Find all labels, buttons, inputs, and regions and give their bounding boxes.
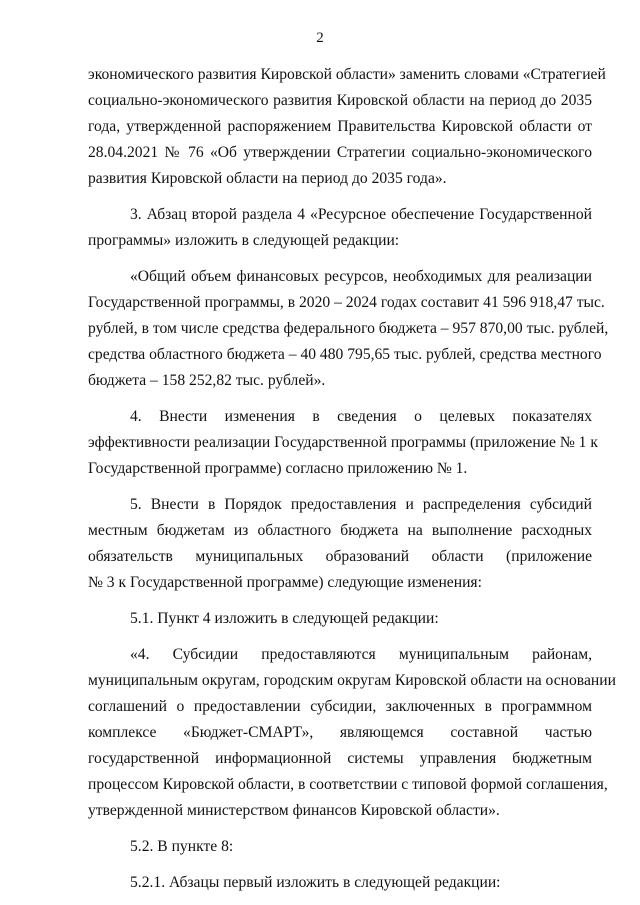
paragraph <box>88 264 609 394</box>
paragraph <box>88 870 592 896</box>
text-line: 4. Внести изменения в сведения о целевых показателях <box>130 408 592 425</box>
text-line: эффективности реализации Государственной программы (приложение № 1 к <box>88 434 598 451</box>
text-line: Государственной программе) согласно приложению № 1. <box>88 460 468 477</box>
text-line: бюджета – 158 252,82 тыс. рублей». <box>88 372 326 389</box>
paragraph <box>88 202 592 254</box>
text-line: комплексе «Бюджет-СМАРТ», являющемся составной частью <box>88 724 592 741</box>
text-line: 5.1. Пункт 4 изложить в следующей редакции: <box>130 610 439 627</box>
paragraph <box>88 62 606 192</box>
paragraph <box>88 404 598 482</box>
paragraph <box>88 642 616 824</box>
text-line: государственной информационной системы управления бюджетным <box>88 750 592 767</box>
text-line: экономического развития Кировской области» заменить словами «Стратегией <box>88 66 606 83</box>
text-line: программы» изложить в следующей редакции: <box>88 232 400 249</box>
text-line: Государственной программы, в 2020 – 2024 годах составит 41 596 918,47 тыс. <box>88 294 605 311</box>
text-line: муниципальным округам, городским округам Кировской области на основании <box>88 672 616 689</box>
paragraph-gap <box>88 596 592 606</box>
text-line: «Общий объем финансовых ресурсов, необходимых для реализации <box>130 268 592 285</box>
paragraph-gap <box>88 254 592 264</box>
text-line: соглашений о предоставлении субсидии, заключенных в программном <box>88 698 592 715</box>
paragraph-gap <box>88 860 592 870</box>
text-line: № 3 к Государственной программе) следующие изменения: <box>88 574 482 591</box>
paragraph-gap <box>88 192 592 202</box>
text-line: рублей, в том числе средства федерального бюджета – 957 870,00 тыс. рублей, <box>88 320 609 337</box>
paragraph <box>88 834 592 860</box>
text-line: средства областного бюджета – 40 480 795,65 тыс. рублей, средства местного <box>88 346 602 363</box>
paragraph-gap <box>88 632 592 642</box>
text-line: утвержденной министерством финансов Кировской области». <box>88 802 500 819</box>
page-number: 2 <box>316 30 324 46</box>
text-line: 5.2.1. Абзацы первый изложить в следующей редакции: <box>130 874 501 891</box>
paragraph <box>88 492 592 596</box>
text-line: социально-экономического развития Кировской области на период до 2035 <box>88 92 592 109</box>
text-line: обязательств муниципальных образований области (приложение <box>88 548 592 565</box>
paragraph-gap <box>88 824 592 834</box>
text-line: 28.04.2021 № 76 «Об утверждении Стратегии социально-экономического <box>88 144 592 161</box>
text-line: года, утвержденной распоряжением Правительства Кировской области от <box>88 118 592 135</box>
document-body <box>88 62 616 896</box>
paragraph-gap <box>88 482 592 492</box>
paragraph <box>88 606 592 632</box>
text-line: местным бюджетам из областного бюджета на выполнение расходных <box>88 522 592 539</box>
paragraph-gap <box>88 394 592 404</box>
text-line: «4. Субсидии предоставляются муниципальным районам, <box>130 646 592 663</box>
text-line: 5. Внести в Порядок предоставления и распределения субсидий <box>130 496 592 513</box>
text-line: 5.2. В пункте 8: <box>130 838 234 855</box>
text-line: развития Кировской области на период до 2035 года». <box>88 170 447 187</box>
text-line: 3. Абзац второй раздела 4 «Ресурсное обеспечение Государственной <box>130 206 592 223</box>
text-line: процессом Кировской области, в соответствии с типовой формой соглашения, <box>88 776 608 793</box>
